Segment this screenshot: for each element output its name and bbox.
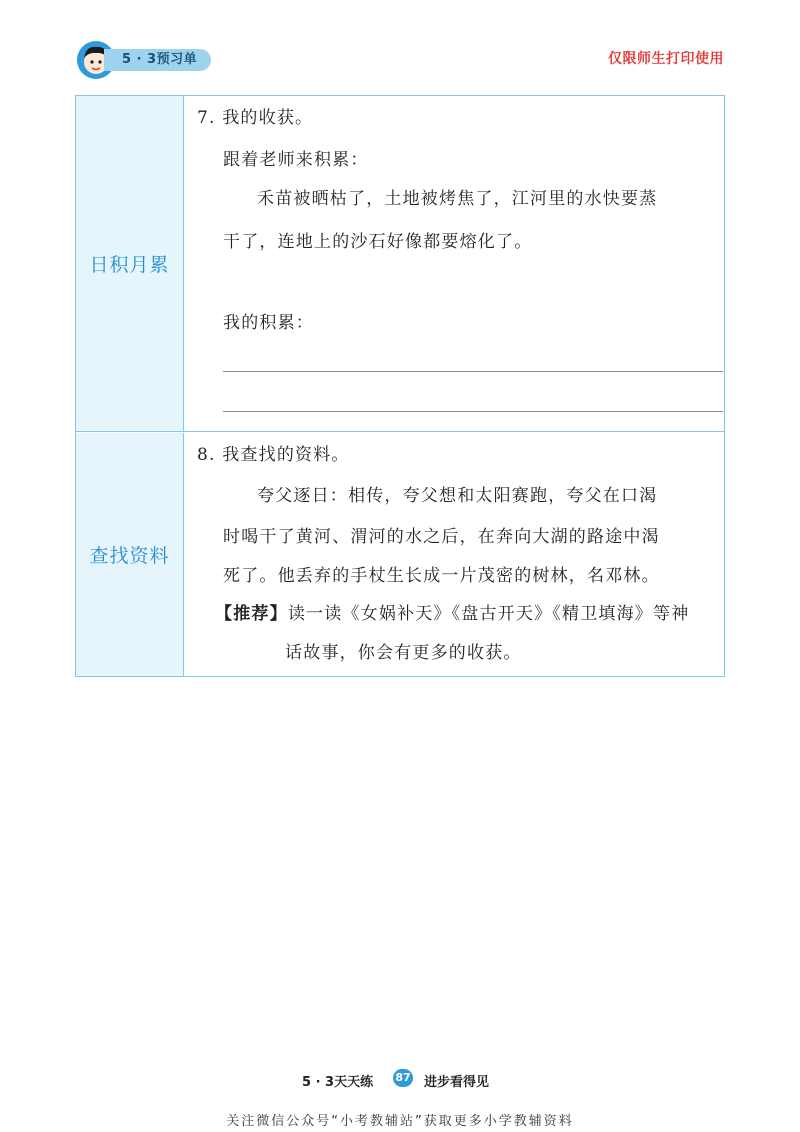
my-accumulation-label: 我的积累：: [223, 313, 314, 333]
section-badge: 5 · 3预习单: [104, 49, 211, 71]
page-header: [0, 0, 800, 90]
subtitle: 跟着老师来积累：: [223, 150, 369, 170]
section-label: 查找资料: [89, 545, 170, 567]
material-line: 时喝干了黄河、渭河的水之后，在奔向大湖的路途中渴: [223, 527, 660, 547]
section-label: 日积月累: [89, 254, 170, 276]
question-title: 7. 我的收获。: [197, 108, 314, 128]
page-footer: [0, 1068, 800, 1090]
recommendation-tag: 【推荐】: [215, 604, 288, 624]
recommendation-text: 读一读《女娲补天》《盘古开天》《精卫填海》等神: [287, 604, 690, 624]
material-line: 死了。他丢弃的手杖生长成一片茂密的树林，名邓林。: [223, 566, 660, 586]
row-find-materials: [76, 433, 724, 676]
print-restriction-note: 仅限师生打印使用: [608, 51, 724, 67]
content-daily-accumulation: [185, 96, 724, 431]
footer-slogan: 进步看得见: [424, 1075, 490, 1090]
passage-line: 干了，连地上的沙石好像都要熔化了。: [223, 232, 533, 252]
answer-line[interactable]: [223, 411, 723, 412]
passage-line: 禾苗被晒枯了，土地被烤焦了，江河里的水快要蒸: [257, 189, 658, 209]
footer-series: 5 · 3天天练: [302, 1075, 374, 1090]
worksheet-table: [75, 95, 725, 677]
label-cell-daily-accumulation: [76, 96, 184, 431]
row-daily-accumulation: [76, 96, 724, 432]
material-line: 夸父逐日：相传，夸父想和太阳赛跑，夸父在口渴: [257, 486, 658, 506]
answer-line[interactable]: [223, 371, 723, 372]
recommendation-line: 话故事，你会有更多的收获。: [285, 643, 522, 663]
label-cell-find-materials: [76, 433, 184, 676]
content-find-materials: [185, 433, 724, 676]
page-number: 87: [393, 1069, 413, 1087]
recommendation-line: [215, 602, 689, 626]
question-title: 8. 我查找的资料。: [197, 445, 350, 465]
watermark-text: 关注微信公众号“小考教辅站”获取更多小学教辅资料: [226, 1114, 574, 1129]
